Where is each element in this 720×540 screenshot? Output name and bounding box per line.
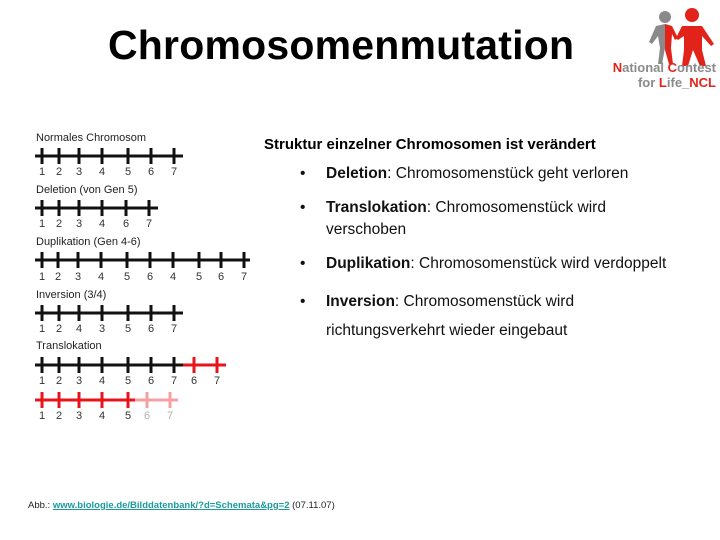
chromosome-translocation-b xyxy=(30,390,190,410)
bullet-translocation: • Translokation: Chromosomenstück wird verschoben xyxy=(300,199,606,238)
image-source-caption: Abb.: www.biologie.de/Bilddatenbank/?d=Schemata&pg=2 (07.11.07) xyxy=(28,500,335,511)
row-label-translocation: Translokation xyxy=(36,340,102,352)
chromosome-normal xyxy=(30,146,190,166)
bullet-icon: • xyxy=(300,165,306,182)
source-link[interactable]: www.biologie.de/Bilddatenbank/?d=Schemata&pg=2 xyxy=(52,500,290,511)
bullet-inversion: • Inversion: Chromosomenstück wird richtungsverkehrt wieder eingebaut xyxy=(264,287,656,345)
bullet-icon: • xyxy=(300,255,306,272)
content-heading: Struktur einzelner Chromosomen ist verändert xyxy=(264,136,596,153)
logo-line2: for Life_NCL xyxy=(637,75,716,90)
mutation-types-list xyxy=(264,136,720,357)
row-label-inversion: Inversion (3/4) xyxy=(36,289,107,301)
bullet-icon: • xyxy=(300,293,306,310)
chromosome-duplication xyxy=(30,250,255,270)
chromosome-translocation-a xyxy=(30,355,230,375)
bullet-deletion: • Deletion: Chromosomenstück geht verloren xyxy=(264,163,720,185)
row-label-deletion: Deletion (von Gen 5) xyxy=(36,184,138,196)
ncl-logo xyxy=(612,4,720,100)
chromosome-diagram: Normales Chromosom 1 2 3 4 5 6 7 Deletion (von Gen 5) 1 2 3 4 6 7 Duplikation (Gen 4-6) 1 2 3 4 5 6 4 5 6 7 Inversion (3/4) 1 2 4 3 5 6 7 Translokation 1 2 3 4 5 6 7 6 7 1 2 3 4 5 6 7 xyxy=(0,0,260,440)
chromosome-deletion xyxy=(30,198,170,218)
logo-line1: National Contest xyxy=(612,60,716,75)
row-label-normal: Normales Chromosom xyxy=(36,132,147,144)
bullet-duplication: • Duplikation: Chromosomenstück wird verdoppelt xyxy=(264,253,720,275)
chromosome-inversion xyxy=(30,303,190,323)
bullet-icon: • xyxy=(300,199,306,216)
two-people-holding-hands-icon xyxy=(618,4,720,66)
slide-title: Chromosomenmutation xyxy=(108,22,575,68)
row-label-duplication: Duplikation (Gen 4-6) xyxy=(36,236,141,248)
